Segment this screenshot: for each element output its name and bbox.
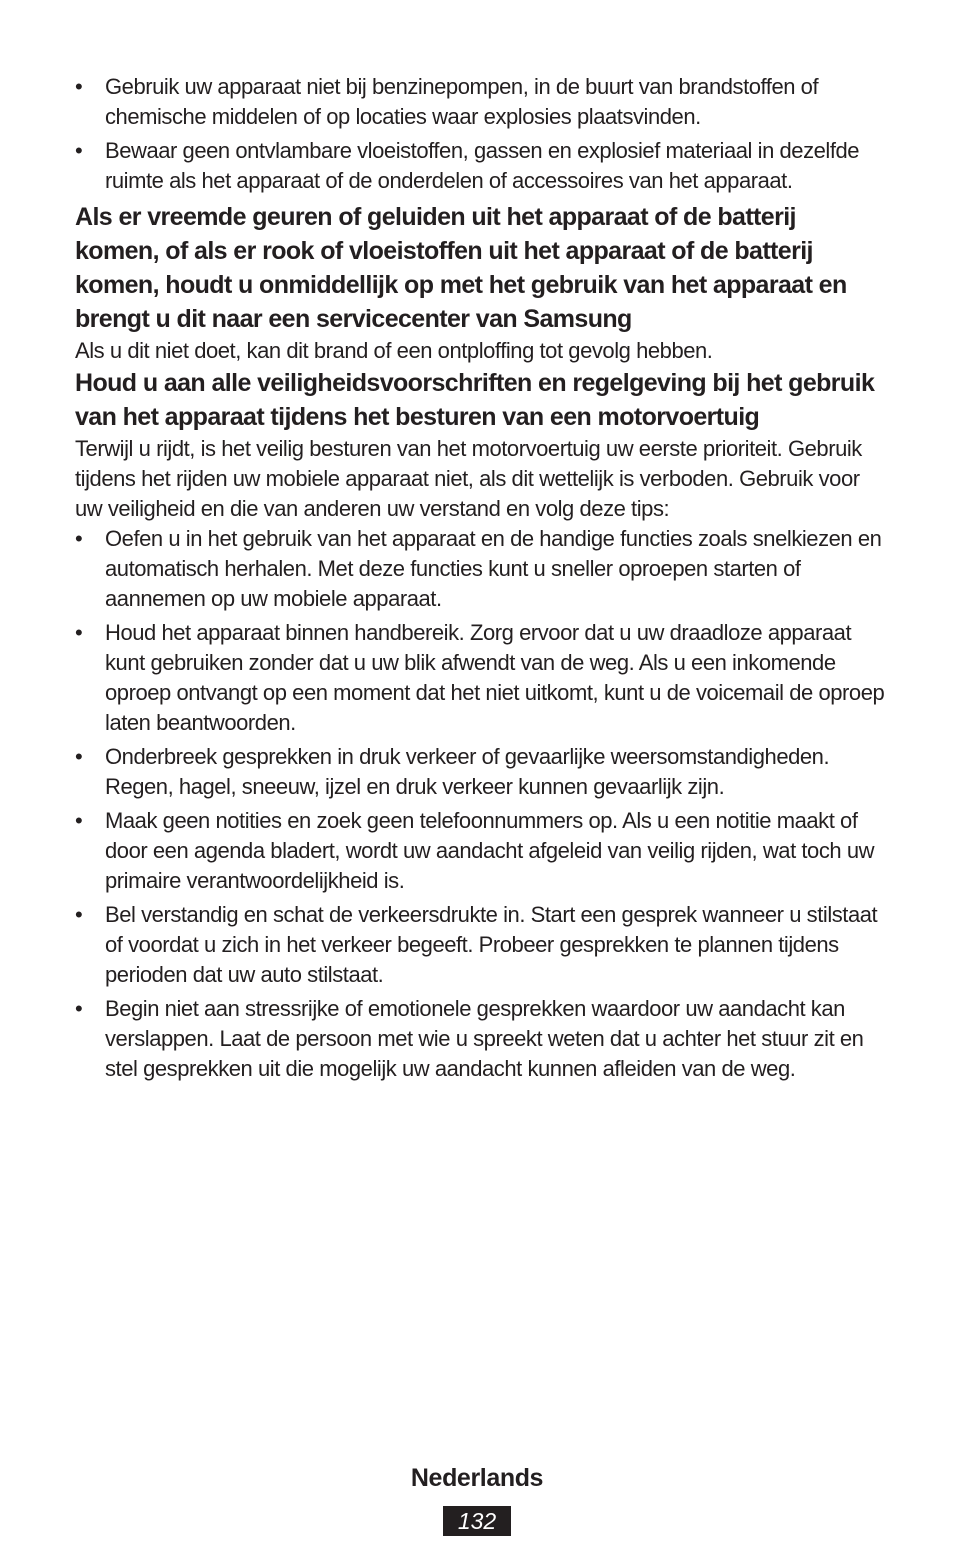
list-item (75, 742, 885, 802)
section-body-odors-smoke: Als u dit niet doet, kan dit brand of een ontploffing tot gevolg hebben. (75, 338, 713, 363)
bullet-icon: • (75, 138, 83, 163)
list-item (75, 136, 885, 196)
bullet-icon: • (75, 902, 83, 927)
bullet-icon: • (75, 808, 83, 833)
section-heading-odors-smoke: Als er vreemde geuren of geluiden uit het apparaat of de batterij komen, of als er rook of vloeistoffen uit het apparaat of de batterij komen, houdt u onmiddellijk op met het gebruik van het apparaat en brengt u dit naar een servicecenter van Samsung (75, 203, 847, 333)
section-body-driving-safety: Terwijl u rijdt, is het veilig besturen van het motorvoertuig uw eerste prioriteit. Gebruik tijdens het rijden uw mobiele apparaat niet, als dit wettelijk is verboden. Gebruik voor uw veiligheid en die van anderen uw verstand en volg deze tips: (75, 436, 862, 521)
bullet-icon: • (75, 620, 83, 645)
list-item-text: Begin niet aan stressrijke of emotionele gesprekken waardoor uw aandacht kan verslappen. Laat de persoon met wie u spreekt weten dat u achter het stuur zit en stel gesprekken uit die mogelijk uw aandacht kunnen afleiden van de weg. (105, 996, 864, 1081)
document-page (75, 72, 885, 1088)
list-item (75, 806, 885, 896)
bullet-icon: • (75, 526, 83, 551)
bullet-icon: • (75, 74, 83, 99)
list-item (75, 524, 885, 614)
list-item (75, 900, 885, 990)
footer-language-label: Nederlands (410, 1464, 544, 1492)
page-number-badge: 132 (443, 1506, 511, 1536)
driving-tips-list (75, 524, 885, 1084)
list-item (75, 618, 885, 738)
section-heading-driving-safety: Houd u aan alle veiligheidsvoorschriften en regelgeving bij het gebruik van het apparaat tijdens het besturen van een motorvoertuig (75, 369, 875, 431)
list-item-text: Houd het apparaat binnen handbereik. Zorg ervoor dat u uw draadloze apparaat kunt gebruiken zonder dat u uw blik afwendt van de weg. Als u een inkomende oproep ontvangt op een moment dat het niet uitkomt, kunt u de voicemail de oproep laten beantwoorden. (105, 620, 885, 735)
bullet-icon: • (75, 996, 83, 1021)
intro-bullet-list (75, 72, 885, 196)
list-item-text: Maak geen notities en zoek geen telefoonnummers op. Als u een notitie maakt of door een agenda bladert, wordt uw aandacht afgeleid van veilig rijden, wat toch uw primaire verantwoordelijkheid is. (105, 808, 875, 893)
list-item-text: Bel verstandig en schat de verkeersdrukte in. Start een gesprek wanneer u stilstaat of voordat u zich in het verkeer begeeft. Probeer gesprekken te plannen tijdens perioden dat uw auto stilstaat. (105, 902, 878, 987)
list-item-text: Bewaar geen ontvlambare vloeistoffen, gassen en explosief materiaal in dezelfde ruimte als het apparaat of de onderdelen of accessoires van het apparaat. (105, 138, 860, 193)
list-item-text: Gebruik uw apparaat niet bij benzinepompen, in de buurt van brandstoffen of chemische middelen of op locaties waar explosies plaatsvinden. (105, 74, 819, 129)
list-item-text: Onderbreek gesprekken in druk verkeer of gevaarlijke weersomstandigheden. Regen, hagel, sneeuw, ijzel en druk verkeer kunnen gevaarlijk zijn. (105, 744, 830, 799)
list-item-text: Oefen u in het gebruik van het apparaat en de handige functies zoals snelkiezen en automatisch herhalen. Met deze functies kunt u sneller oproepen starten of aannemen op uw mobiele apparaat. (105, 526, 882, 611)
list-item (75, 994, 885, 1084)
bullet-icon: • (75, 744, 83, 769)
list-item (75, 72, 885, 132)
